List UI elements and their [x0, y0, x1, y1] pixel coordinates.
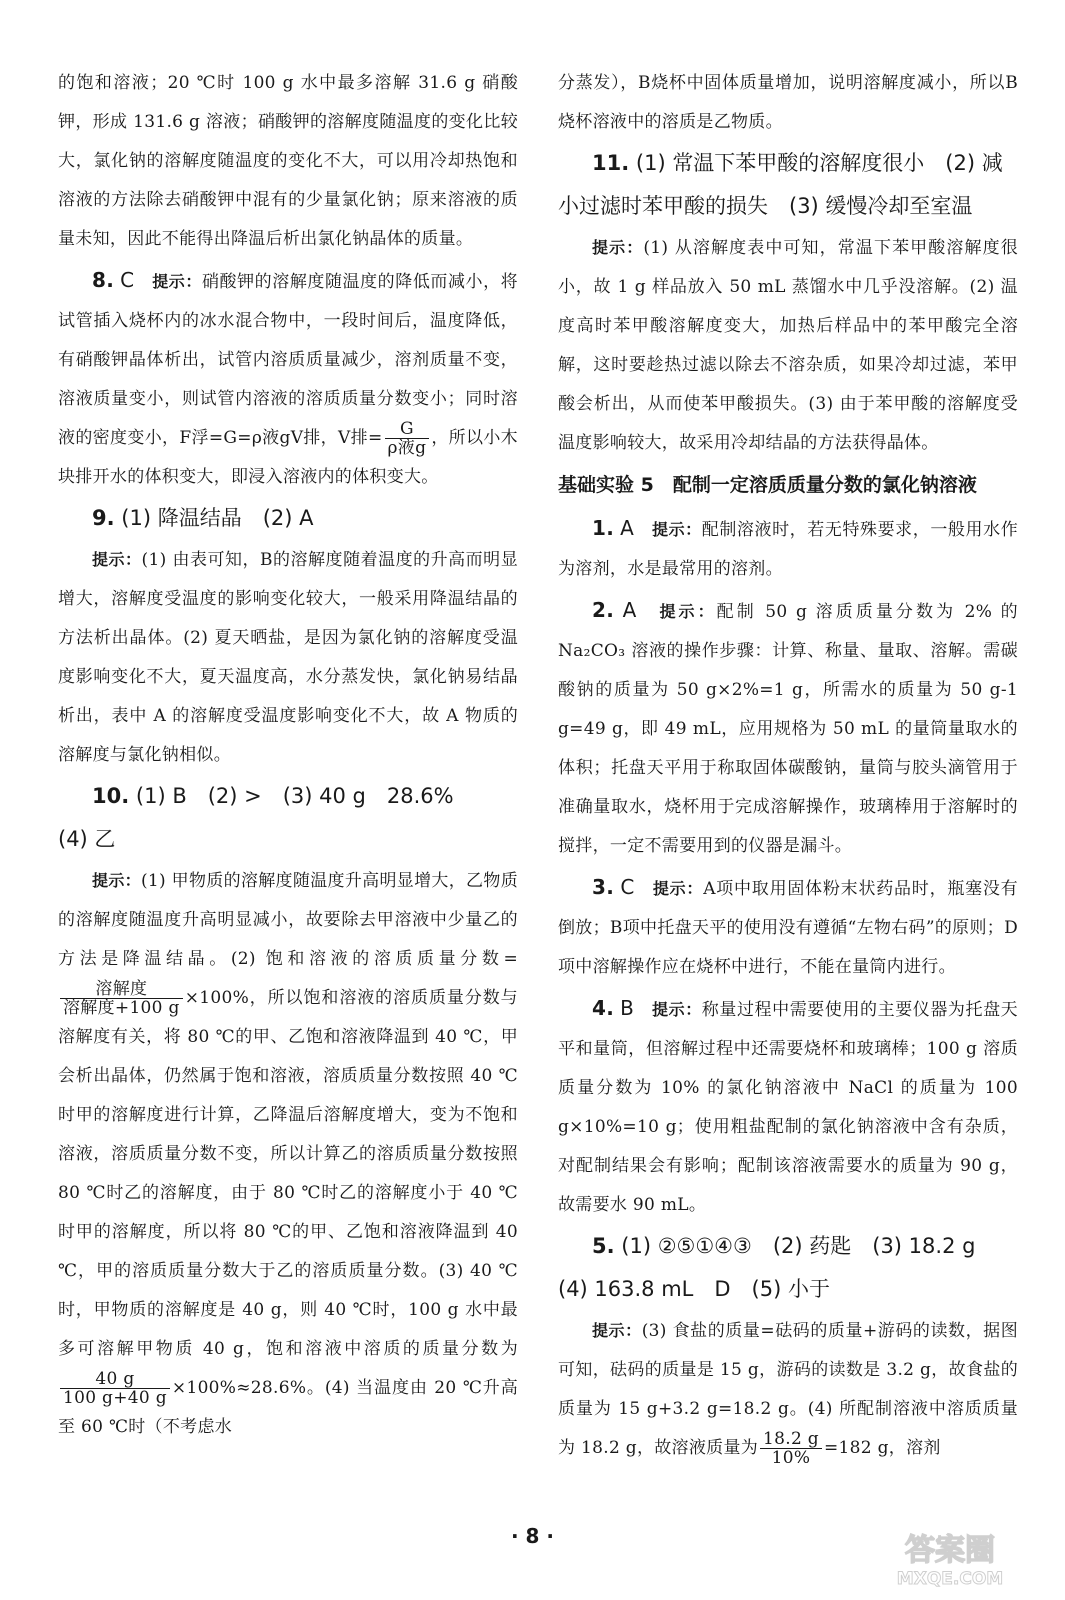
answer-continued: (4) 163.8 mL D (5) 小于 — [558, 1277, 830, 1301]
hint-label: 提示： — [652, 1000, 702, 1019]
svg-text:MXQE.COM: MXQE.COM — [896, 1569, 1004, 1589]
buoyancy-formula: F浮=G=ρ液gV排，V排= — [179, 428, 383, 448]
left-column — [58, 64, 518, 1447]
hint-text: 配制溶液时，若无特殊要求，一般用水作为溶剂，水是最常用的溶剂。 — [558, 520, 1018, 579]
question-s3 — [558, 866, 1018, 987]
answer: A — [622, 598, 637, 622]
hint-label: 提示： — [652, 879, 704, 898]
question-s1 — [558, 507, 1018, 589]
question-10 — [58, 775, 518, 818]
answer: (1) 常温下苯甲酸的溶解度很小 (2) 减小过滤时苯甲酸的损失 (3) 缓慢冷却至室温 — [558, 151, 1003, 218]
section-title: 基础实验 5 配制一定溶质质量分数的氯化钠溶液 — [558, 474, 977, 496]
hint-text: ，所以小木块排开水的体积变大，即浸入溶液内的体积变大。 — [58, 428, 518, 487]
hint-s5 — [558, 1311, 1018, 1468]
question-number: 9. — [92, 506, 115, 530]
paragraph-continuation: 的饱和溶液；20 ℃时 100 g 水中最多溶解 31.6 g 硝酸钾，形成 131.6 g 溶液；硝酸钾的溶解度随温度的变化比较大，氯化钠的溶解度随温度的变化不大，可以用冷却热饱和溶液的方法除去硝酸钾中混有的少量氯化钠；原来溶液的质量未知，因此不能得出降温后析出氯化钠晶体的质量。 — [58, 73, 518, 249]
answer: A — [620, 516, 635, 540]
question-number: 10. — [92, 784, 130, 808]
paragraph-continuation: 分蒸发），B烧杯中固体质量增加，说明溶解度减小，所以B烧杯溶液中的溶质是乙物质。 — [558, 73, 1018, 132]
question-s2 — [558, 589, 1018, 866]
hint-label: 提示： — [592, 238, 644, 257]
question-number: 1. — [592, 516, 615, 540]
hint-label: 提示： — [592, 1321, 642, 1340]
hint-text: 称量过程中需要使用的主要仪器为托盘天平和量筒，但溶解过程中还需要烧杯和玻璃棒；100 g 溶质质量分数为 10% 的氯化钠溶液中 NaCl 的质量为 100 g×10%=10 g；使用粗盐配制的氯化钠溶液中含有杂质，对配制结果会有影响；配制该溶液需要水的质量为 90 g，故需要水 90 mL。 — [558, 1000, 1018, 1215]
question-8 — [58, 259, 518, 497]
question-11 — [558, 142, 1018, 228]
answer: (1) ②⑤①④③ (2) 药匙 (3) 18.2 g — [621, 1234, 976, 1258]
hint-text: ×100%，所以饱和溶液的溶质质量分数与溶解度有关，将 80 ℃的甲、乙饱和溶液降温到 40 ℃，甲会析出晶体，仍然属于饱和溶液，溶质质量分数按照 40 ℃时甲的溶解度进行计算，乙降温后溶解度增大，变为不饱和溶液，溶质质量分数不变，所以计算乙的溶质质量分数按照 80 ℃时乙的溶解度，由于 80 ℃时乙的溶解度小于 40 ℃时甲的溶解度，所以将 80 ℃的甲、乙饱和溶液降温到 40 ℃，甲的溶质质量分数大于乙的溶质质量分数。(3) 40 ℃时，甲物质的溶解度是 40 g，则 40 ℃时，100 g 水中最多可溶解甲物质 40 g，饱和溶液中溶质的质量分数为 — [58, 988, 518, 1359]
hint-label: 提示： — [651, 520, 702, 539]
hint-10 — [58, 861, 518, 1447]
answer: C — [120, 268, 135, 292]
hint-label: 提示： — [659, 602, 717, 621]
hint-label: 提示： — [92, 871, 141, 890]
hint-text: (1) 由表可知，B的溶解度随着温度的升高而明显增大，溶解度受温度的影响变化较大，一般采用降温结晶的方法析出晶体。(2) 夏天晒盐，是因为氯化钠的溶解度受温度影响变化不大，夏天温度高，水分蒸发快，氯化钠易结晶析出，表中 A 的溶解度受温度影响变化不大，故 A 物质的溶解度与氯化钠相似。 — [58, 550, 518, 765]
fraction: $\frac{40 g}{100 g+40 g}$ — [60, 1370, 170, 1407]
watermark-logo — [875, 1522, 1025, 1592]
hint-text: (3) 食盐的质量=砝码的质量+游码的读数，据图可知，砝码的质量是 15 g，游码的读数是 3.2 g，故食盐的质量为 15 g+3.2 g=18.2 g。(4) 所配制溶液中溶质质量为 18.2 g，故溶液质量为 — [558, 1321, 1019, 1458]
fraction: $\frac{18.2 g}{10\%}$ — [760, 1430, 822, 1467]
answer: B — [620, 996, 635, 1020]
hint-11 — [558, 228, 1018, 463]
question-number: 4. — [592, 996, 615, 1020]
answer: (1) B (2) > (3) 40 g 28.6% — [135, 784, 454, 808]
hint-label: 提示： — [92, 550, 142, 569]
hint-text: 硝酸钾的溶解度随温度的降低而减小，将试管插入烧杯内的冰水混合物中，一段时间后，温度降低，有硝酸钾晶体析出，试管内溶质质量减少，溶剂质量不变，溶液质量变小，则试管内溶液的溶质质量分数变小；同时溶液的密度变小， — [58, 272, 518, 448]
question-9 — [58, 497, 518, 540]
hint-9 — [58, 540, 518, 775]
answer-continued: (4) 乙 — [58, 827, 116, 851]
question-number: 5. — [592, 1234, 615, 1258]
question-s5 — [558, 1225, 1018, 1268]
hint-text: 配制 50 g 溶质质量分数为 2% 的 Na₂CO₃ 溶液的操作步骤：计算、称量、量取、溶解。需碳酸钠的质量为 50 g×2%=1 g，所需水的质量为 50 g-1 g=49 g，即 49 mL，应用规格为 50 mL 的量筒量取水的体积；托盘天平用于称取固体碳酸钠，量筒与胶头滴管用于准确量取水，烧杯用于完成溶解操作，玻璃棒用于溶解时的搅拌，一定不需要用到的仪器是漏斗。 — [558, 602, 1018, 856]
page-number: · 8 · — [510, 1524, 555, 1548]
question-s4 — [558, 987, 1018, 1225]
hint-text: A项中取用固体粉末状药品时，瓶塞没有倒放；B项中托盘天平的使用没有遵循“左物右码”的原则；D项中溶解操作应在烧杯中进行，不能在量筒内进行。 — [558, 879, 1018, 977]
hint-label: 提示： — [152, 272, 202, 291]
hint-text: (1) 甲物质的溶解度随温度升高明显增大，乙物质的溶解度随温度升高明显减小，故要除去甲溶液中少量乙的方法是降温结晶。(2) 饱和溶液的溶质质量分数= — [58, 871, 518, 969]
answer: C — [620, 875, 635, 899]
question-number: 8. — [92, 268, 115, 292]
question-number: 11. — [592, 151, 630, 175]
answer: (1) 降温结晶 (2) A — [121, 506, 314, 530]
hint-text: (1) 从溶解度表中可知，常温下苯甲酸溶解度很小，故 1 g 样品放入 50 mL 蒸馏水中几乎没溶解。(2) 温度高时苯甲酸溶解度变大，加热后样品中的苯甲酸完全溶解，这时要趁热过滤以除去不溶杂质，如果冷却过滤，苯甲酸会析出，从而使苯甲酸损失。(3) 由于苯甲酸的溶解度受温度影响较大，故采用冷却结晶的方法获得晶体。 — [558, 238, 1019, 453]
fraction: $\frac{G}{\text{ρ液g}}$ — [385, 420, 430, 457]
question-number: 3. — [592, 875, 615, 899]
hint-text: =182 g，溶剂 — [824, 1438, 941, 1458]
svg-text:答案圈: 答案圈 — [905, 1533, 995, 1568]
fraction: $\frac{\text{溶解度}}{\text{溶解度+100 g}}$ — [60, 980, 183, 1017]
hint-text: ×100%≈28.6%。(4) 当温度由 20 ℃升高至 60 ℃时（不考虑水 — [58, 1378, 518, 1437]
question-number: 2. — [592, 598, 615, 622]
right-column — [558, 64, 1018, 1468]
